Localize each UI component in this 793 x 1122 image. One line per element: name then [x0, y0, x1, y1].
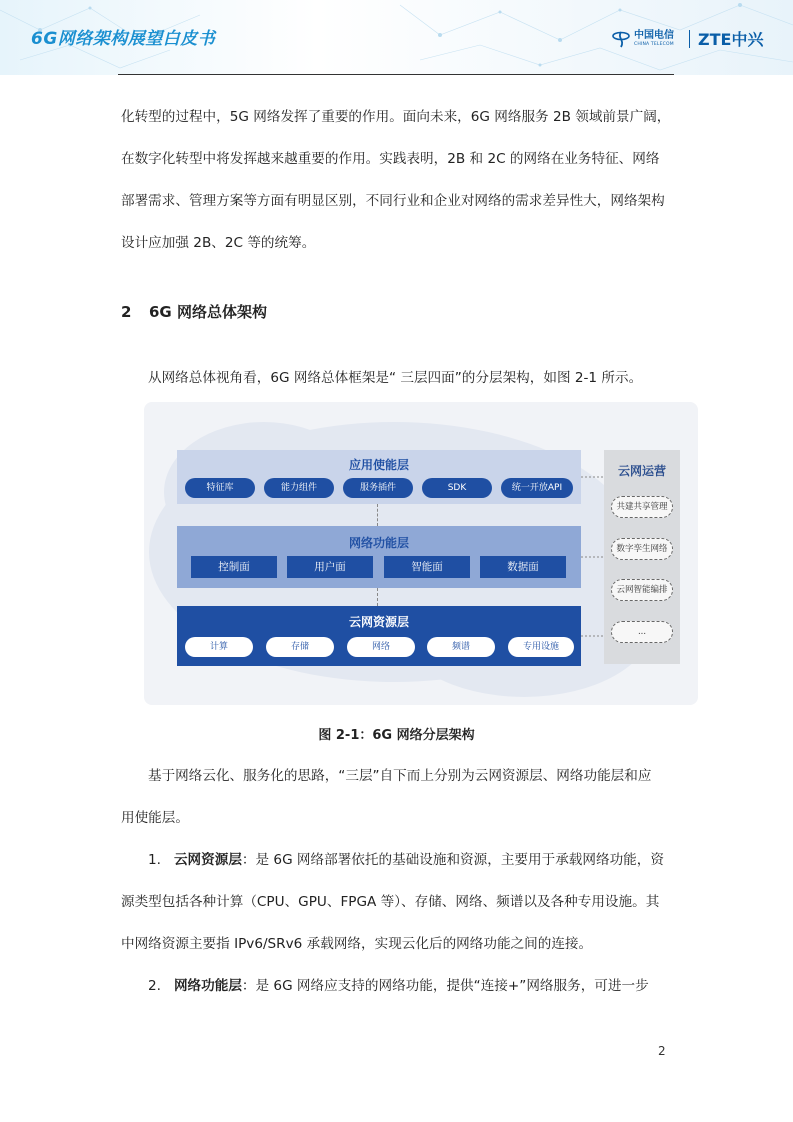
china-telecom-logo-icon	[611, 29, 631, 49]
function-item: 数据面	[480, 556, 566, 578]
logo-divider	[689, 30, 690, 48]
paragraph-line: 在数字化转型中将发挥越来越重要的作用。实践表明，2B 和 2C 的网络在业务特征、网络	[121, 151, 660, 167]
operations-item: ...	[611, 621, 673, 643]
app-item: 特征库	[185, 478, 255, 498]
paragraph-line: 源类型包括各种计算（CPU、GPU、FPGA 等）、存储、网络、频谱以及各种专用设施。其	[121, 894, 660, 910]
architecture-figure	[144, 402, 698, 705]
list-term: 网络功能层	[173, 978, 242, 994]
layer-title: 应用使能层	[348, 458, 409, 472]
side-title: 云网运营	[617, 464, 666, 478]
paragraph-line: 部署需求、管理方案等方面有明显区别，不同行业和企业对网络的需求差异性大，网络架构	[121, 193, 665, 209]
zte-logo: ZTE中兴	[698, 30, 764, 49]
document-title: 6G网络架构展望白皮书	[31, 29, 216, 49]
paragraph-line: 化转型的过程中，5G 网络发挥了重要的作用。面向未来，6G 网络服务 2B 领域前景广阔，	[121, 109, 671, 125]
paragraph-line: 用使能层。	[121, 810, 189, 826]
app-item: 统一开放API	[501, 478, 573, 498]
list-item-1	[148, 851, 664, 869]
resource-item: 频谱	[427, 637, 495, 657]
cloud-network-operations-panel	[604, 450, 680, 664]
list-text: ：是 6G 网络部署依托的基础设施和资源，主要用于承载网络功能，资	[241, 852, 664, 868]
cloud-network-resource-layer	[177, 606, 581, 666]
header-rule	[118, 74, 674, 75]
network-function-layer	[177, 526, 581, 588]
china-telecom-english: CHINA TELECOM	[634, 42, 674, 47]
page-number: 2	[658, 1044, 666, 1058]
china-telecom-name: 中国电信	[634, 30, 674, 41]
list-number: 1.	[148, 852, 161, 868]
function-item: 用户面	[287, 556, 373, 578]
function-item: 智能面	[384, 556, 470, 578]
layer-connector	[377, 588, 378, 606]
function-item: 控制面	[191, 556, 277, 578]
operations-item: 云网智能编排	[611, 579, 673, 601]
intro-paragraph: 从网络总体视角看，6G 网络总体框架是“ 三层四面”的分层架构，如图 2-1 所示。	[148, 370, 643, 386]
side-connectors	[581, 402, 605, 705]
list-term: 云网资源层	[173, 852, 242, 868]
resource-item: 存储	[266, 637, 334, 657]
china-telecom-logo	[611, 27, 674, 51]
list-text: ：是 6G 网络应支持的网络功能，提供“连接+”网络服务，可进一步	[241, 978, 649, 994]
app-item: 能力组件	[264, 478, 334, 498]
resource-item: 专用设施	[508, 637, 574, 657]
layer-title: 云网资源层	[348, 615, 409, 629]
figure-caption: 图 2-1：6G 网络分层架构	[318, 728, 475, 743]
section-number: 2	[121, 303, 132, 321]
operations-item: 数字孪生网络	[611, 538, 673, 560]
app-item: SDK	[422, 478, 492, 498]
application-enablement-layer	[177, 450, 581, 504]
list-item-2	[148, 977, 649, 995]
page-header	[0, 0, 793, 80]
resource-item: 网络	[347, 637, 415, 657]
list-number: 2.	[148, 978, 161, 994]
resource-item: 计算	[185, 637, 253, 657]
section-title: 6G 网络总体架构	[149, 303, 267, 321]
section-heading	[121, 301, 267, 322]
paragraph-line: 基于网络云化、服务化的思路，“三层”自下而上分别为云网资源层、网络功能层和应	[148, 768, 652, 784]
layer-title: 网络功能层	[348, 536, 409, 550]
app-item: 服务插件	[343, 478, 413, 498]
paragraph-line: 设计应加强 2B、2C 等的统筹。	[121, 235, 316, 251]
operations-item: 共建共享管理	[611, 496, 673, 518]
paragraph-line: 中网络资源主要指 IPv6/SRv6 承载网络，实现云化后的网络功能之间的连接。	[121, 936, 593, 952]
layer-connector	[377, 504, 378, 526]
